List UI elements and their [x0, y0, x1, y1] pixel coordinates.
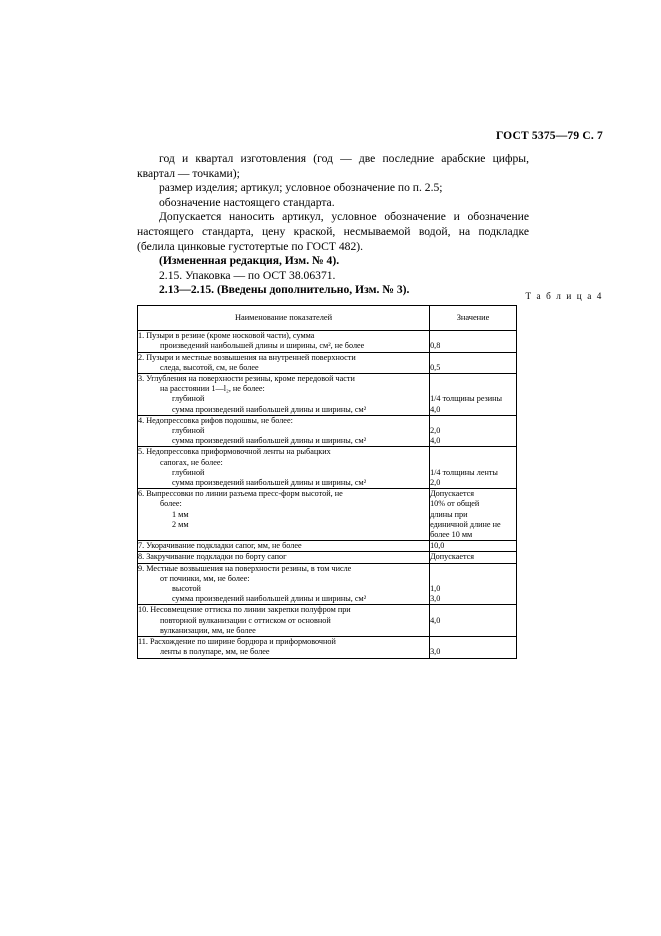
row-value-line: 1/4 толщины резины	[430, 394, 503, 404]
table-row	[138, 541, 517, 552]
row-value-line: 2,0	[430, 478, 441, 488]
clause-2-15: 2.15. Упаковка — по ОСТ 38.06371.	[159, 268, 336, 282]
paragraph-1: год и квартал изготовления (год — две последние арабские цифры, квартал — точками);	[137, 152, 529, 180]
row-value-line: единичной длине не	[430, 519, 501, 529]
table-row	[138, 352, 517, 373]
table-row	[138, 415, 517, 447]
row-value-line: 1/4 толщины ленты	[430, 467, 498, 477]
row-value-line: более 10 мм	[430, 530, 473, 540]
row-value-line: 4,0	[430, 436, 441, 446]
row-name-line: сапогах, не более:	[160, 457, 223, 467]
row-name-line: глубиной	[172, 467, 205, 477]
row-name-line: сумма произведений наибольшей длины и ширины, см²	[172, 436, 367, 446]
row-name-line: глубиной	[172, 394, 205, 404]
row-name-line: 7. Укорачивание подкладки сапог, мм, не более	[138, 541, 302, 551]
row-name-cell	[138, 331, 430, 352]
row-name-cell	[138, 447, 430, 489]
row-name-line: 11. Расхождение по ширине бордюра и приформовочной	[138, 637, 336, 647]
table-row	[138, 374, 517, 416]
table-row	[138, 331, 517, 352]
row-value-line: Допускается	[430, 489, 475, 499]
row-name-line: 5. Недопрессовка приформовочной ленты на рыбацких	[138, 447, 331, 457]
table-row	[138, 563, 517, 605]
row-value-cell	[430, 447, 517, 489]
column-header-name: Наименование показателей	[138, 306, 430, 331]
row-name-line: высотой	[172, 584, 201, 594]
row-name-cell	[138, 541, 430, 552]
row-name-cell	[138, 352, 430, 373]
row-value-cell	[430, 552, 517, 563]
row-name-line: 8. Закручивание подкладки по борту сапог	[138, 552, 287, 562]
requirements-table	[137, 305, 517, 659]
row-value-line: 4,0	[430, 615, 441, 625]
row-name-line: 1. Пузыри в резине (кроме носковой части), сумма	[138, 331, 315, 341]
row-value-line: 3,0	[430, 594, 441, 604]
row-value-cell	[430, 352, 517, 373]
row-name-line: 10. Несовмещение оттиска по линии закрепки полуфром при	[138, 605, 351, 615]
note-added: 2.13—2.15. (Введены дополнительно, Изм. № 3).	[159, 283, 410, 297]
row-name-cell	[138, 563, 430, 605]
row-name-line: 2. Пузыри и местные возвышения на внутренней поверхности	[138, 352, 356, 362]
row-value-line: 0,5	[430, 362, 441, 372]
row-value-line: 2,0	[430, 426, 441, 436]
row-name-line: ленты в полупаре, мм, не более	[160, 647, 270, 657]
row-value-cell	[430, 415, 517, 447]
row-value-line: 10,0	[430, 541, 445, 551]
paragraph-3: обозначение настоящего стандарта.	[159, 195, 335, 209]
row-name-line: глубиной	[172, 426, 205, 436]
row-name-cell	[138, 605, 430, 637]
row-name-line: повторной вулканизации с оттиском от основной	[160, 615, 331, 625]
row-value-line: 4,0	[430, 404, 441, 414]
row-name-line: сумма произведений наибольшей длины и ширины, см²	[172, 594, 367, 604]
paragraph-2: размер изделия; артикул; условное обозначение по п. 2.5;	[159, 181, 443, 195]
row-name-cell	[138, 374, 430, 416]
column-header-value: Значение	[430, 306, 517, 331]
row-name-line: 9. Местные возвышения на поверхности резины, в том числе	[138, 563, 352, 573]
row-name-cell	[138, 637, 430, 658]
row-value-cell	[430, 605, 517, 637]
row-name-cell	[138, 489, 430, 541]
table-row	[138, 605, 517, 637]
row-name-line: от починки, мм, не более:	[160, 573, 250, 583]
row-name-line: более:	[160, 499, 182, 509]
row-value-cell	[430, 331, 517, 352]
row-value-line: 1,0	[430, 584, 441, 594]
row-value-line: Допускается	[430, 552, 475, 562]
table-row	[138, 637, 517, 658]
row-value-cell	[430, 489, 517, 541]
row-name-line: следа, высотой, см, не более	[160, 362, 259, 372]
row-value-cell	[430, 541, 517, 552]
row-name-cell	[138, 415, 430, 447]
table-row	[138, 489, 517, 541]
table-caption: Т а б л и ц а 4	[525, 291, 603, 301]
page-header: ГОСТ 5375—79 С. 7	[495, 130, 603, 142]
row-name-cell	[138, 552, 430, 563]
table-header-row	[138, 306, 517, 331]
row-value-line: длины при	[430, 509, 468, 519]
row-name-line: произведений наибольшей длины и ширины, см², не более	[160, 341, 365, 351]
table-row	[138, 552, 517, 563]
table-row	[138, 447, 517, 489]
row-value-cell	[430, 637, 517, 658]
row-value-cell	[430, 374, 517, 416]
row-name-line: 1 мм	[172, 509, 189, 519]
row-name-line: вулканизации, мм, не более	[160, 625, 256, 635]
body-text	[137, 152, 529, 298]
row-name-line: 2 мм	[172, 519, 189, 529]
row-value-cell	[430, 563, 517, 605]
paragraph-4: Допускается наносить артикул, условное обозначение и обозначение настоящего стандарта, цену краской, несмываемой водой, на подкладке (белила цинковые густотертые по ГОСТ 482).	[137, 210, 529, 253]
row-name-line: 6. Выпрессовки по линии разъема пресс-форм высотой, не	[138, 489, 343, 499]
row-name-line: на расстоянии 1—l₂, не более:	[160, 384, 265, 394]
row-value-line: 10% от общей	[430, 499, 480, 509]
row-name-line: сумма произведений наибольшей длины и ширины, см²	[172, 478, 367, 488]
row-name-line: сумма произведений наибольшей длины и ширины, см²	[172, 404, 367, 414]
note-revision: (Измененная редакция, Изм. № 4).	[159, 254, 340, 268]
row-value-line: 3,0	[430, 647, 441, 657]
row-value-line: 0,8	[430, 341, 441, 351]
row-name-line: 4. Недопрессовка рифов подошвы, не более:	[138, 415, 293, 425]
row-name-line: 3. Углубления на поверхности резины, кроме передовой части	[138, 374, 355, 384]
